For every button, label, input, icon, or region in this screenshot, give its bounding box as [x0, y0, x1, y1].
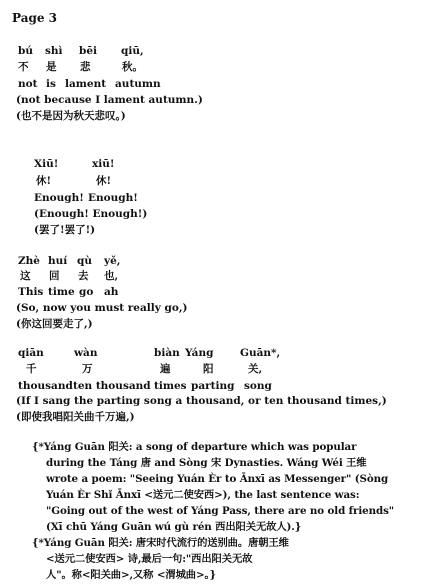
- gloss-word: not: [18, 78, 38, 90]
- pinyin-word: biàn: [154, 347, 180, 359]
- pinyin-word: yě,: [104, 255, 121, 267]
- stanza-4-english: (If I sang the parting song a thousand, or ten thousand times,): [16, 395, 387, 407]
- stanza-4-chinese: (即使我唱阳关曲千万遍,): [16, 411, 135, 423]
- footnote-line: during the Táng 唐 and Sòng 宋 Dynasties. Wáng Wéi 王维: [46, 457, 367, 469]
- pinyin-word: bú: [18, 45, 33, 57]
- gloss-word: Enough!: [34, 192, 84, 204]
- pinyin-word: Yáng: [185, 347, 214, 359]
- pinyin-word: qiū,: [121, 45, 144, 57]
- pinyin-word: shì: [45, 45, 63, 57]
- gloss-word: go: [79, 286, 94, 298]
- stanza-3-chinese: (你这回要走了,): [16, 318, 93, 330]
- pinyin-word: qù: [77, 255, 92, 267]
- pinyin-word: bēi: [79, 45, 98, 57]
- hanzi-word: 休!: [36, 175, 52, 187]
- gloss-word: times: [154, 380, 187, 392]
- hanzi-word: 秋。: [122, 61, 143, 73]
- pinyin-word: wàn: [74, 347, 98, 359]
- pinyin-word: Xiū!: [34, 158, 59, 170]
- footnote-line: (Xī chū Yáng Guān wú gù rén 西出阳关无故人).}: [46, 521, 302, 533]
- hanzi-word: 遍: [160, 363, 171, 375]
- gloss-word: Enough!: [88, 192, 138, 204]
- stanza-2-english: (Enough! Enough!): [34, 208, 148, 220]
- gloss-word: song: [244, 380, 272, 392]
- hanzi-word: 这: [20, 270, 31, 282]
- hanzi-word: 不: [18, 61, 29, 73]
- hanzi-word: 千: [26, 363, 37, 375]
- gloss-word: parting: [191, 380, 235, 392]
- hanzi-word: 也,: [104, 270, 119, 282]
- gloss-word: This: [18, 286, 44, 298]
- hanzi-word: 悲: [80, 61, 91, 73]
- hanzi-word: 回: [49, 270, 60, 282]
- hanzi-word: 万: [82, 363, 93, 375]
- pinyin-word: xiū!: [92, 158, 115, 170]
- pinyin-word: Zhè: [18, 255, 40, 267]
- hanzi-word: 是: [46, 61, 57, 73]
- stanza-3-english: (So, now you must really go,): [16, 302, 188, 314]
- footnote-line: <送元二使安西> 诗,最后一句:"西出阳关无故: [46, 553, 253, 565]
- gloss-word: lament: [65, 78, 107, 90]
- footnote-line: "Going out of the west of Yáng Pass, there are no old friends": [46, 505, 395, 517]
- page-title: Page 3: [12, 11, 58, 25]
- hanzi-word: 关,: [248, 363, 263, 375]
- gloss-word: is: [46, 78, 56, 90]
- stanza-1-english: (not because I lament autumn.): [16, 94, 203, 106]
- hanzi-word: 去: [78, 270, 89, 282]
- footnote-line: {*Yáng Guān 阳关: a song of departure which was popular: [32, 441, 357, 453]
- footnote-line: 人"。称<阳关曲>,又称 <渭城曲>。}: [46, 569, 217, 581]
- footnote-line: {*Yáng Guān 阳关: 唐宋时代流行的送别曲。唐朝王维: [32, 537, 289, 549]
- pinyin-word: huí: [48, 255, 68, 267]
- stanza-2-chinese: (罢了!罢了!): [34, 224, 96, 236]
- gloss-word: ah: [104, 286, 119, 298]
- gloss-word: autumn: [115, 78, 161, 90]
- gloss-word: time: [48, 286, 75, 298]
- stanza-1-chinese: (也不是因为秋天悲叹。): [16, 110, 126, 122]
- pinyin-word: qiān: [18, 347, 44, 359]
- footnote-line: wrote a poem: "Seeing Yuán Èr to Ānxī as Messenger" (Sòng: [46, 473, 389, 485]
- hanzi-word: 阳: [203, 363, 214, 375]
- pinyin-word: Guān*,: [240, 347, 281, 359]
- footnote-line: Yuán Èr Shǐ Ānxī <送元二使安西>), the last sentence was:: [46, 489, 360, 501]
- gloss-word: ten thousand: [73, 380, 151, 392]
- hanzi-word: 休!: [96, 175, 112, 187]
- gloss-word: thousand: [18, 380, 73, 392]
